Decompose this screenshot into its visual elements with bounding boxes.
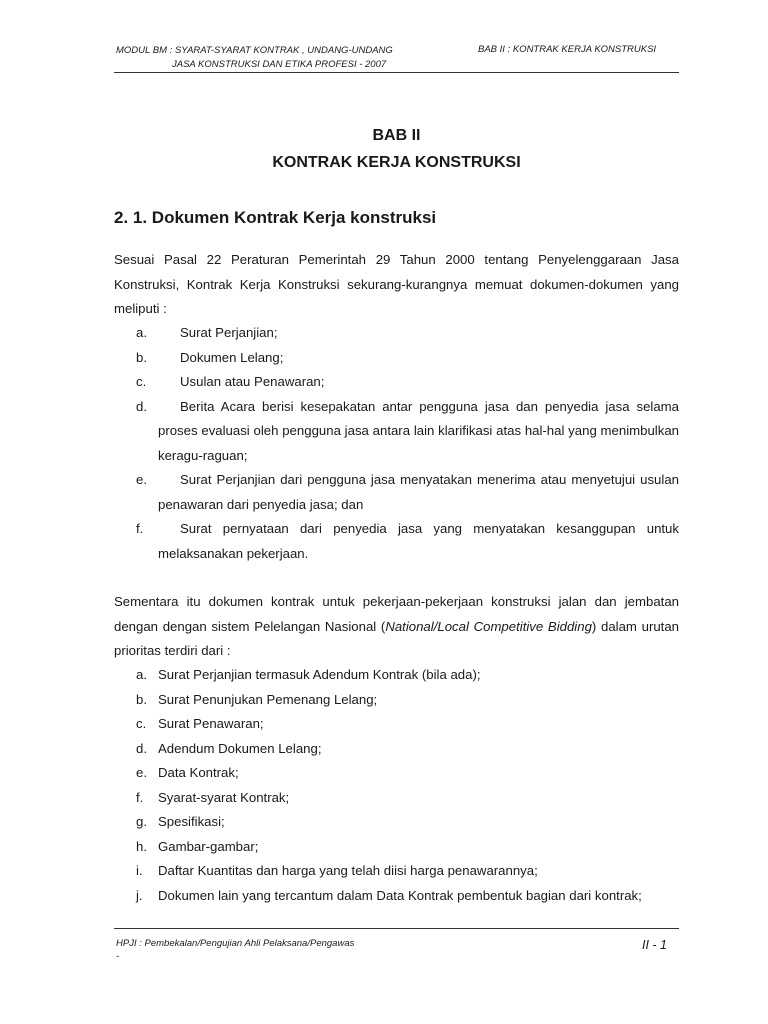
list-marker: a. <box>136 667 147 682</box>
list-item-text: Spesifikasi; <box>158 814 225 829</box>
list-item <box>114 835 679 860</box>
list-item-text: Berita Acara berisi kesepakatan antar pengguna jasa dan penyedia jasa selama proses evaluasi oleh pengguna jasa antara lain klarifikasi atas hal-hal yang menimbulkan keragu-raguan; <box>158 398 679 463</box>
footer-dash: - <box>116 951 120 962</box>
list-marker: h. <box>136 838 147 854</box>
list-item <box>114 859 679 884</box>
running-header-right: BAB II : KONTRAK KERJA KONSTRUKSI <box>478 44 657 55</box>
running-footer-left <box>116 937 354 963</box>
header-rule <box>114 72 679 73</box>
list-item <box>114 688 679 713</box>
list-marker: e. <box>136 472 147 487</box>
chapter-title: KONTRAK KERJA KONSTRUKSI <box>272 154 521 171</box>
list-item-text: Gambar-gambar; <box>158 838 259 854</box>
list-item-text: Surat Perjanjian termasuk Adendum Kontrak (bila ada); <box>158 667 481 682</box>
list-marker: e. <box>136 765 147 780</box>
list-item-text: Syarat-syarat Kontrak; <box>158 789 290 805</box>
list-item-text: Surat Perjanjian; <box>180 325 278 340</box>
list-item-text: Surat Penunjukan Pemenang Lelang; <box>158 691 378 707</box>
list-item-text: Surat Penawaran; <box>158 716 264 731</box>
list-marker: d. <box>136 398 147 414</box>
footer-text: HPJI : Pembekalan/Pengujian Ahli Pelaksana/Pengawas <box>116 938 355 949</box>
list-item <box>114 370 679 395</box>
list-item <box>114 761 679 786</box>
running-header-left <box>116 44 476 72</box>
list-item <box>114 810 679 835</box>
para2-before: Sementara itu dokumen kontrak untuk pekerjaan-pekerjaan konstruksi jalan dan jembatan dengan dengan sistem Pelelangan Nasional ( <box>114 594 679 634</box>
para2-after: ) dalam urutan prioritas terdiri dari : <box>114 618 680 658</box>
list-marker: f. <box>136 521 144 536</box>
list-marker: c. <box>136 716 147 731</box>
list-item-text: Surat Perjanjian dari pengguna jasa menyatakan menerima atau menyetujui usulan penawaran dari penyedia jasa; dan <box>158 472 679 512</box>
list-item-text: Data Kontrak; <box>158 765 239 780</box>
list-item <box>114 786 679 811</box>
list-item-text: Surat pernyataan dari penyedia jasa yang menyatakan kesanggupan untuk melaksanakan pekerjaan. <box>158 521 679 561</box>
list-item-text: Adendum Dokumen Lelang; <box>158 740 322 756</box>
list-item <box>114 663 679 688</box>
page-number: II - 1 <box>642 938 668 952</box>
section-title: 2. 1. Dokumen Kontrak Kerja konstruksi <box>114 208 437 227</box>
list-marker: b. <box>136 691 147 707</box>
list-marker: d. <box>136 740 147 756</box>
list-marker: c. <box>136 374 147 389</box>
list-item <box>114 468 679 517</box>
list-item <box>114 737 679 762</box>
list-item <box>114 321 679 346</box>
para2-italic: National/Local Competitive Bidding <box>385 618 592 634</box>
list-marker: b. <box>136 349 147 365</box>
list-marker: j. <box>136 887 143 903</box>
list-item <box>114 517 679 566</box>
list-item-text: Dokumen lain yang tercantum dalam Data Kontrak pembentuk bagian dari kontrak; <box>158 887 642 903</box>
footer-rule <box>114 928 679 929</box>
list-item <box>114 712 679 737</box>
list-marker: g. <box>136 814 147 829</box>
list-item <box>114 884 679 909</box>
list-marker: f. <box>136 789 144 805</box>
list-item <box>114 346 679 371</box>
intro-paragraph: Sesuai Pasal 22 Peraturan Pemerintah 29 Tahun 2000 tentang Penyelenggaraan Jasa Konstruksi, Kontrak Kerja Konstruksi sekurang-kurangnya memuat dokumen-dokumen yang meliputi : <box>114 252 679 316</box>
header-line-1: MODUL BM : SYARAT-SYARAT KONTRAK , UNDANG-UNDANG <box>116 45 393 56</box>
second-paragraph <box>114 590 679 664</box>
list-item <box>114 395 679 469</box>
list-item-text: Dokumen Lelang; <box>180 349 284 365</box>
header-line-2: JASA KONSTRUKSI DAN ETIKA PROFESI - 2007 <box>172 59 387 70</box>
document-list-pp29 <box>114 321 679 566</box>
list-marker: a. <box>136 325 147 340</box>
list-item-text: Daftar Kuantitas dan harga yang telah diisi harga penawarannya; <box>158 863 538 878</box>
priority-document-list <box>114 663 679 908</box>
list-marker: i. <box>136 863 143 878</box>
list-item-text: Usulan atau Penawaran; <box>180 374 325 389</box>
chapter-label: BAB II <box>372 127 421 144</box>
